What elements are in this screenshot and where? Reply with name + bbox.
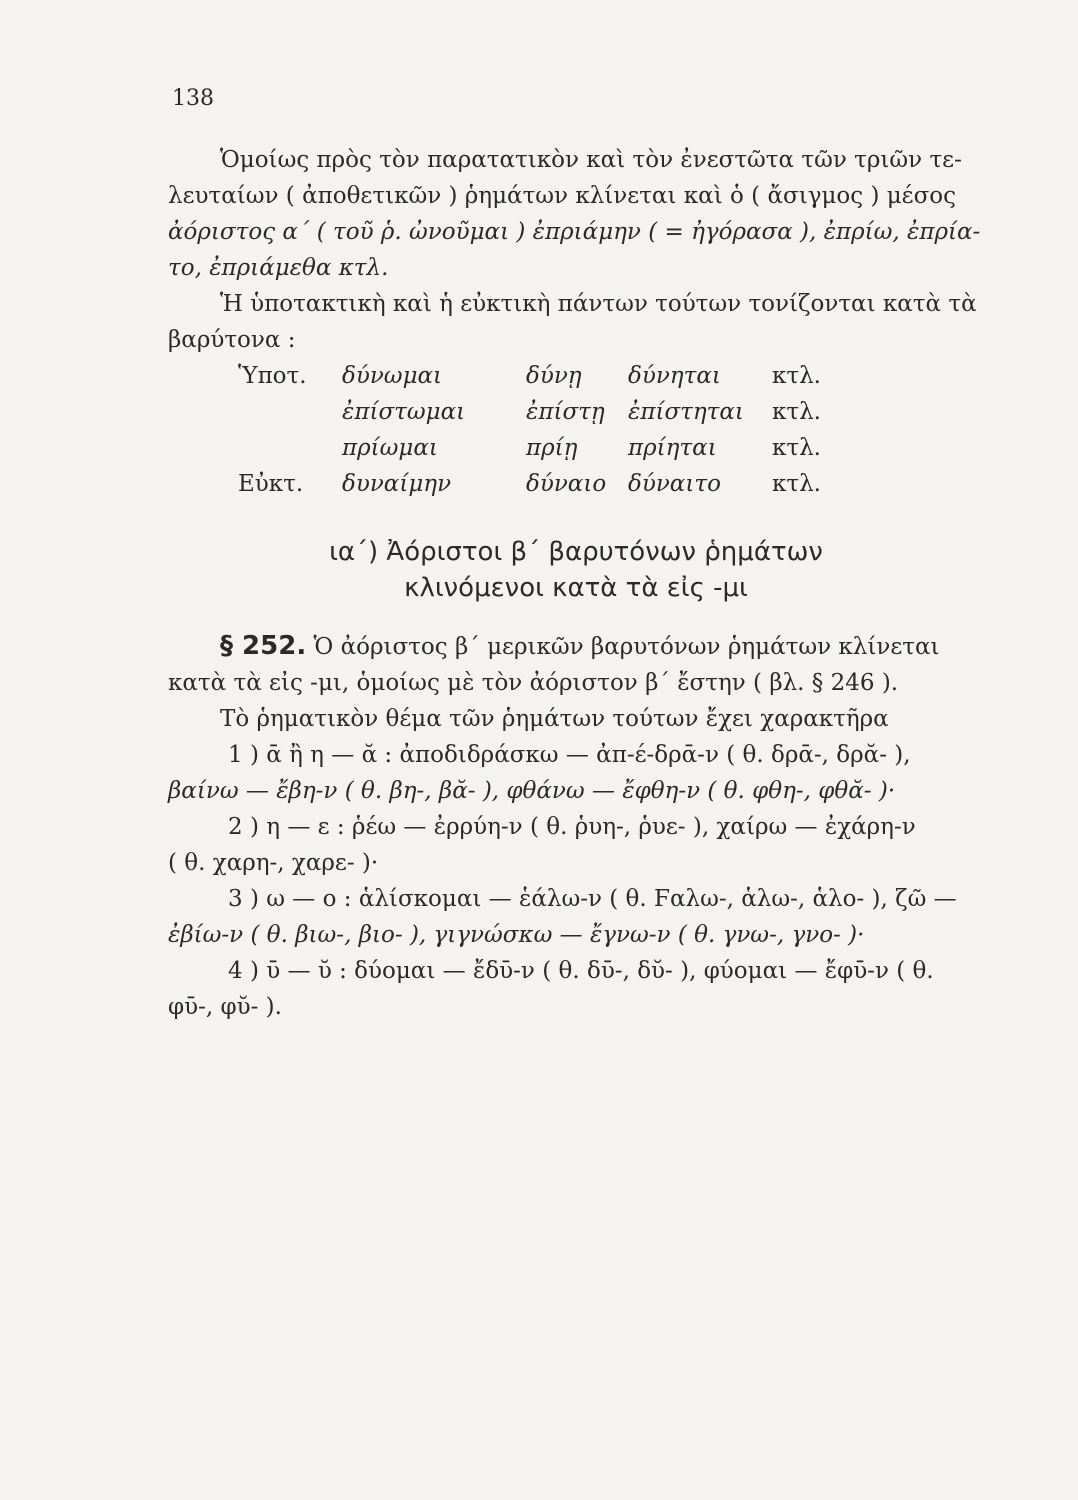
text-line: 1 ) ᾱ ἢ η — ᾰ : ἀποδιδράσκω — ἀπ-έ-δρᾱ-ν ( θ. δρᾱ-, δρᾰ- ), [228, 742, 911, 768]
text-line: 2 ) η — ε : ῥέω — ἐρρύη-ν ( θ. ῥυη-, ῥυε- ), χαίρω — ἐχάρη-ν [228, 814, 916, 840]
intro-paragraph [168, 142, 984, 286]
table-cell: ἐπίστηται [628, 399, 744, 425]
table-cell: δύναιτο [628, 471, 721, 497]
text-line: 3 ) ω — ο : ἁλίσκομαι — ἑάλω-ν ( θ. Ϝαλω-, ἁλω-, ἁλο- ), ζῶ — [228, 886, 957, 912]
text-line: λευταίων ( ἀποθετικῶν ) ῥημάτων κλίνεται καὶ ὁ ( ἄσιγμος ) μέσος [168, 183, 957, 209]
mood-label: Εὐκτ. [238, 471, 304, 497]
conjugation-table [238, 358, 842, 502]
section-number: § 252. [220, 631, 307, 661]
text-line: ἐβίω-ν ( θ. βιω-, βιο- ), γιγνώσκω — ἔγνω-ν ( θ. γνω-, γνο- )· [168, 922, 865, 948]
text-line: Τὸ ῥηματικὸν θέμα τῶν ῥημάτων τούτων ἔχει χαρακτῆρα [220, 706, 889, 732]
text-line: το, ἐπριάμεθα κτλ. [168, 255, 389, 281]
text-line: φῡ-, φῠ- ). [168, 994, 282, 1020]
table-cell: ἐπίστωμαι [342, 399, 466, 425]
table-cell: κτλ. [772, 435, 821, 461]
mood-label [238, 394, 342, 430]
text-line: ἀόριστος α΄ ( τοῦ ῥ. ὠνοῦμαι ) ἐπριάμην ( = ἠγόρασα ), ἐπρίω, ἐπρία- [168, 219, 981, 245]
table-cell: δύνωμαι [342, 363, 443, 389]
mood-label [238, 430, 342, 466]
heading-line: ια΄) Ἀόριστοι β΄ βαρυτόνων ῥημάτων [329, 537, 823, 567]
table-cell: δύνῃ [526, 363, 582, 389]
mood-label: Ὑποτ. [238, 363, 307, 389]
table-row [238, 466, 842, 502]
table-cell: δυναίμην [342, 471, 452, 497]
table-row [238, 358, 842, 394]
text-line: κατὰ τὰ εἰς -μι, ὁμοίως μὲ τὸν ἀόριστον β΄ ἔστην ( βλ. § 246 ). [168, 670, 899, 696]
text-line: § 252. Ὁ ἀόριστος β΄ μερικῶν βαρυτόνων ῥημάτων κλίνεται [220, 631, 940, 661]
section-paragraph [168, 628, 984, 1025]
table-cell: κτλ. [772, 471, 821, 497]
table-row [238, 430, 842, 466]
table-cell: δύναιο [526, 471, 607, 497]
table-cell: δύνηται [628, 363, 721, 389]
text-line: βαίνω — ἔβη-ν ( θ. βη-, βᾰ- ), φθάνω — ἔφθη-ν ( θ. φθη-, φθᾰ- )· [168, 778, 896, 804]
text-line: βαρύτονα : [168, 327, 296, 353]
table-cell: κτλ. [772, 399, 821, 425]
table-cell: πρίηται [628, 435, 717, 461]
table-cell: ἐπίστῃ [526, 399, 605, 425]
accent-paragraph [168, 286, 984, 358]
heading-line: κλινόμενοι κατὰ τὰ εἰς -μι [404, 573, 748, 603]
text-line: 4 ) ῡ — ῠ : δύομαι — ἔδῡ-ν ( θ. δῡ-, δῠ- ), φύομαι — ἔφῡ-ν ( θ. [228, 958, 934, 984]
text-line: Ὁμοίως πρὸς τὸν παρατατικὸν καὶ τὸν ἐνεστῶτα τῶν τριῶν τε- [220, 147, 962, 173]
table-cell: κτλ. [772, 363, 821, 389]
table-row [238, 394, 842, 430]
page-number: 138 [172, 86, 214, 111]
table-cell: πρίωμαι [342, 435, 438, 461]
text-line: Ἡ ὑποτακτικὴ καὶ ἡ εὐκτικὴ πάντων τούτων τονίζονται κατὰ τὰ [220, 291, 977, 317]
section-heading [168, 534, 984, 606]
text-line: ( θ. χαρη-, χαρε- )· [168, 850, 379, 876]
table-cell: πρίῃ [526, 435, 578, 461]
